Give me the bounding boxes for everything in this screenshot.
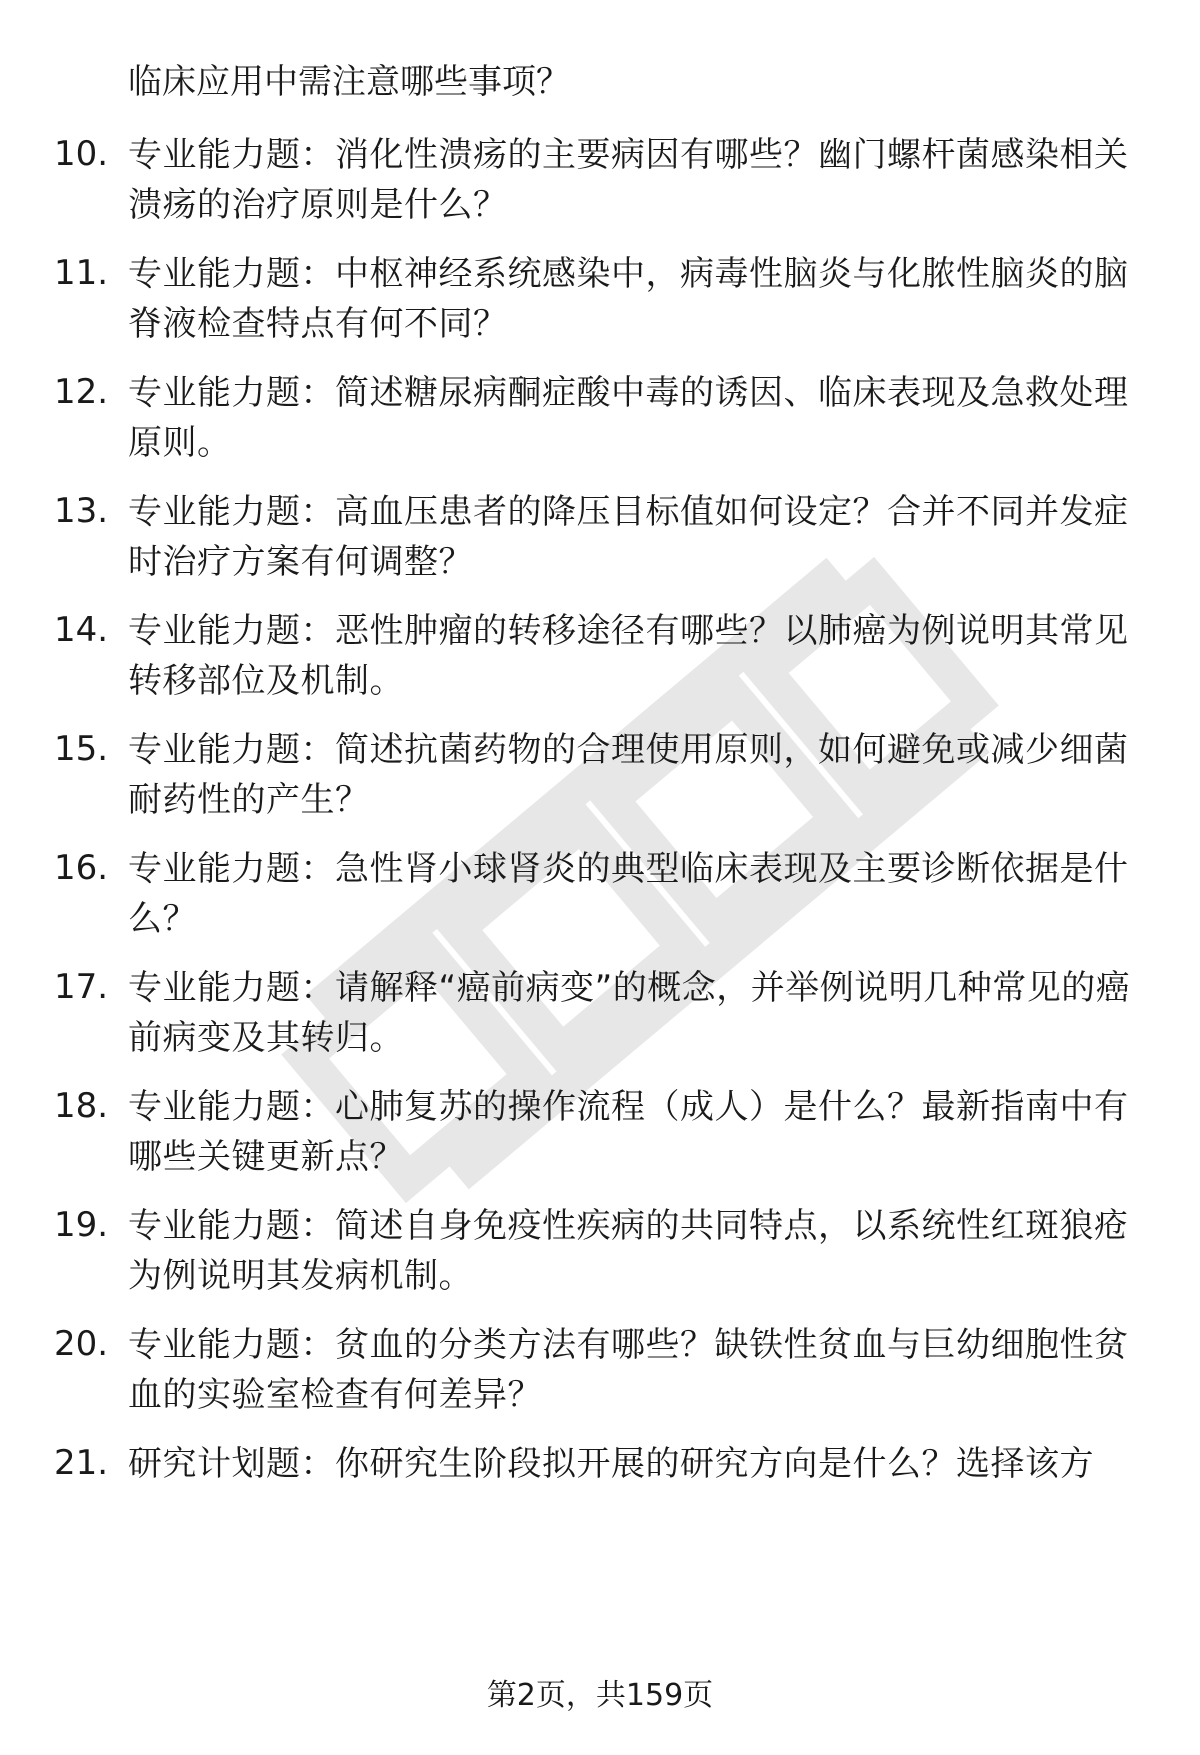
question-text: 研究计划题：你研究生阶段拟开展的研究方向是什么？选择该方	[128, 1444, 1094, 1484]
question-item	[0, 725, 1200, 835]
question-text: 专业能力题：简述糖尿病酮症酸中毒的诱因、临床表现及急救处理原则。	[128, 373, 1129, 463]
question-number: 19.	[54, 1205, 109, 1245]
question-text: 专业能力题：简述抗菌药物的合理使用原则，如何避免或减少细菌耐药性的产生？	[128, 730, 1129, 820]
question-text: 专业能力题：消化性溃疡的主要病因有哪些？幽门螺杆菌感染相关溃疡的治疗原则是什么？	[128, 135, 1129, 225]
question-item	[0, 606, 1200, 716]
question-text: 专业能力题：中枢神经系统感染中，病毒性脑炎与化脓性脑炎的脑脊液检查特点有何不同？	[128, 254, 1129, 344]
question-text: 专业能力题：心肺复苏的操作流程（成人）是什么？最新指南中有哪些关键更新点？	[128, 1087, 1129, 1177]
question-item	[0, 130, 1200, 240]
question-number: 12.	[54, 372, 109, 412]
question-text: 专业能力题：贫血的分类方法有哪些？缺铁性贫血与巨幼细胞性贫血的实验室检查有何差异？	[128, 1325, 1129, 1415]
question-item	[0, 249, 1200, 359]
question-item	[0, 1201, 1200, 1311]
question-text: 专业能力题：简述自身免疫性疾病的共同特点，以系统性红斑狼疮为例说明其发病机制。	[128, 1206, 1129, 1296]
question-number: 21.	[54, 1443, 109, 1483]
question-number: 11.	[54, 253, 109, 293]
question-number: 10.	[54, 134, 109, 174]
question-number: 14.	[54, 610, 109, 650]
question-number: 13.	[54, 491, 109, 531]
question-item	[0, 368, 1200, 478]
question-text: 专业能力题：恶性肿瘤的转移途径有哪些？以肺癌为例说明其常见转移部位及机制。	[128, 611, 1129, 701]
question-number: 18.	[54, 1086, 109, 1126]
question-text: 专业能力题：高血压患者的降压目标值如何设定？合并不同并发症时治疗方案有何调整？	[128, 492, 1129, 582]
question-number: 20.	[54, 1324, 109, 1364]
question-number: 17.	[54, 967, 109, 1007]
question-text: 专业能力题：急性肾小球肾炎的典型临床表现及主要诊断依据是什么？	[128, 849, 1129, 939]
page-footer: 第2页，共159页	[486, 1678, 714, 1713]
question-number: 16.	[54, 848, 109, 888]
question-number: 15.	[54, 729, 109, 769]
question-item	[0, 1439, 1200, 1549]
question-item	[0, 1320, 1200, 1430]
question-item	[0, 963, 1200, 1073]
question-item	[0, 487, 1200, 597]
question-item	[0, 844, 1200, 954]
continuation-text: 临床应用中需注意哪些事项？	[128, 62, 570, 102]
question-text: 专业能力题：请解释“癌前病变”的概念，并举例说明几种常见的癌前病变及其转归。	[128, 968, 1131, 1058]
question-item	[0, 1082, 1200, 1192]
